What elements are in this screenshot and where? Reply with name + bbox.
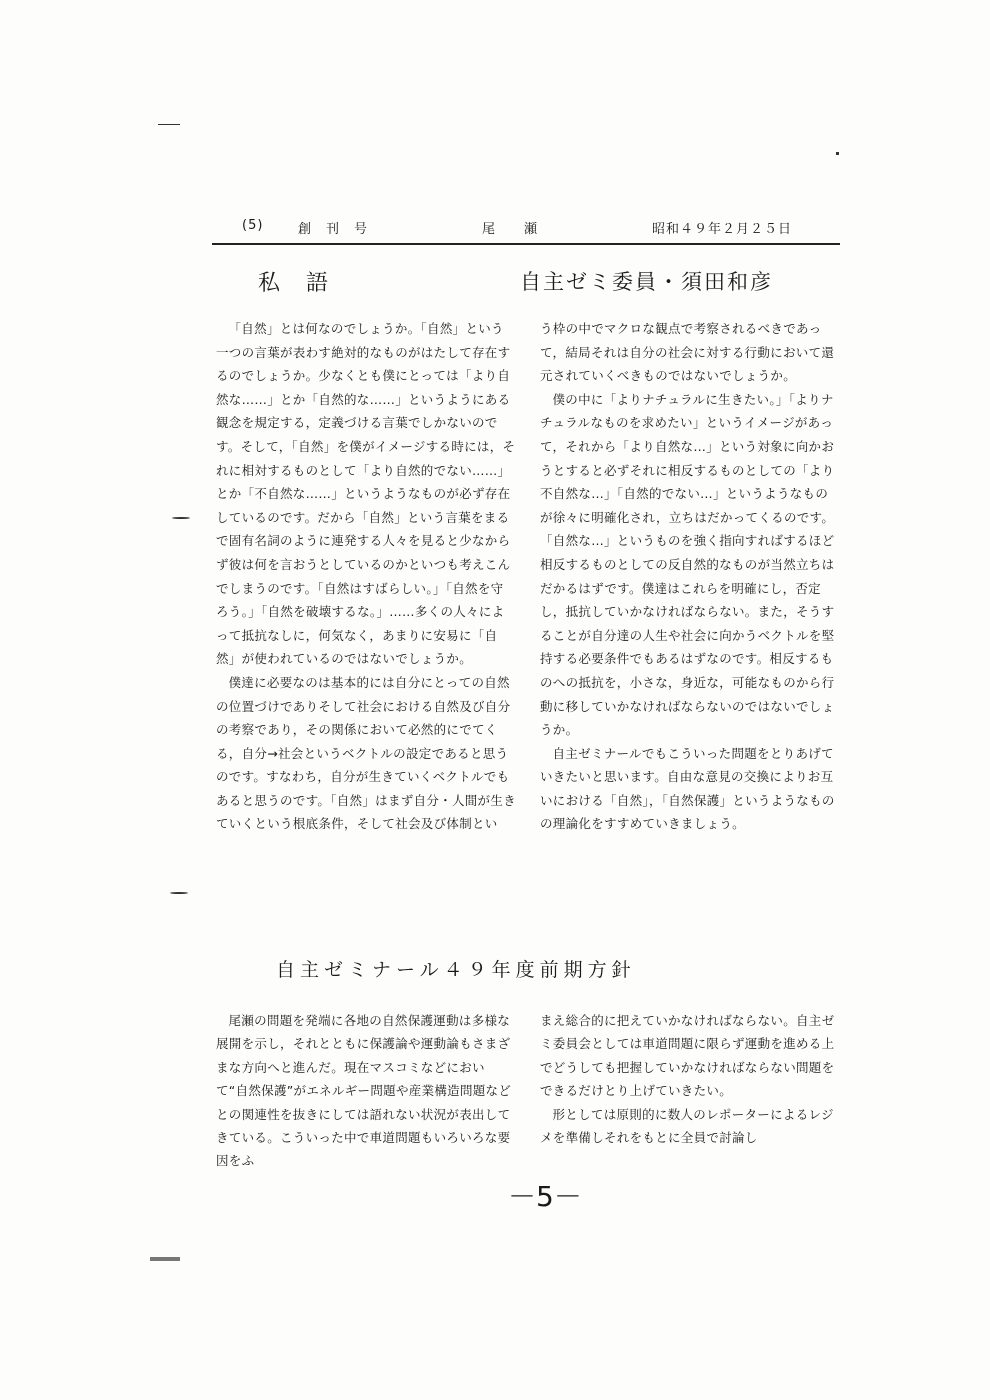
header-rule [212,243,840,245]
scan-mark [172,517,190,519]
article-right-column [540,317,840,836]
paragraph: 「自然」とは何なのでしょうか。「自然」という一つの言葉が表わす絶対的なものがはたして存在するのでしょうか。少なくとも僕にとっては「より自然な……」とか「自然的な……」というようにある観念を規定する，定義づける言葉でしかないのです。そして，「自然」を僕がイメージする時には，それに相対するものとして「より自然的でない……」とか「不自然な……」というようなものが必ず存在しているのです。だから「自然」という言葉をまるで固有名詞のように連発する人々を見ると少なからず彼は何を言おうとしているのかといつも考えこんでしまうのです。「自然はすばらしい。」「自然を守ろう。」「自然を破壊するな。」……多くの人々によって抵抗なしに，何気なく，あまりに安易に「自然」が使われているのではないでしょうか。 [216,321,516,667]
scan-mark [836,152,839,155]
article-byline: 自主ゼミ委員・須田和彦 [520,270,773,294]
policy-right-column [540,1009,840,1149]
page-header [212,218,838,242]
header-issue: 創 刊 号 [298,222,369,237]
article-title: 私語 [258,271,355,296]
header-name: 尾 瀬 [482,222,539,237]
paragraph: う枠の中でマクロな観点で考察されるべきであって，結局それは自分の社会に対する行動において還元されていくべきものではないでしょうか。 [540,321,835,384]
header-date: 昭和４９年２月２５日 [652,222,793,237]
policy-left-column [216,1009,516,1173]
paragraph: 僕の中に「よりナチュラルに生きたい。」「よりナチュラルなものを求めたい」というイメージがあって，それから「より自然な…」という対象に向かおうとすると必ずそれに相反するものとしての「より不自然な…」「自然的でない…」というようなものが徐々に明確化され，立ちはだかってくるのです。「自然な…」というものを強く指向すればするほど相反するものとしての反自然的なものが当然立ちはだかるはずです。僕達はこれらを明確にし，否定し，抵抗していかなければならない。また，そうすることが自分達の人生や社会に向かうベクトルを堅持する必要条件でもあるはずなのです。相反するものへの抵抗を，小さな，身近な，可能なものから行動に移していかなければならないのではないでしょうか。 [540,391,835,738]
paragraph: 自主ゼミナールでもこういった問題をとりあげていきたいと思います。自由な意見の交換によりお互いにおける「自然」，「自然保護」というようなものの理論化をすすめていきましょう。 [540,745,835,832]
scan-mark [158,124,180,125]
paragraph: 形としては原則的に数人のレポーターによるレジメを準備しそれをもとに全員で討論し [540,1106,834,1146]
paragraph: 尾瀬の問題を発端に各地の自然保護運動は多様な展開を示し，それとともに保護論や運動論もさまざまな方向へと進んだ。現在マスコミなどにおいて“自然保護”がエネルギー問題や産業構造問題などとの関連性を抜きにしては語れない状況が表出してきている。こういった中で車道問題もいろいろな要因をふ [216,1013,512,1169]
paragraph: まえ総合的に把えていかなければならない。自主ゼミ委員会としては車道問題に限らず運動を進める上でどうしても把握していかなければならない問題をできるだけとり上げていきたい。 [540,1013,835,1099]
header-page: (5) [242,218,264,233]
policy-title: 自主ゼミナール４９年度前期方針 [276,959,636,981]
scan-mark [170,892,188,894]
article-left-column [216,317,516,836]
scan-mark [150,1257,180,1261]
page-number: －5－ [508,1180,582,1213]
paragraph: 僕達に必要なのは基本的には自分にとっての自然の位置づけでありそして社会における自然及び自分の考察であり，その関係において必然的にでてくる，自分→社会というベクトルの設定であると思うのです。すなわち，自分が生きていくベクトルでもあると思うのです。「自然」はまず自分・人間が生きていくという根底条件，そして社会及び体制とい [216,674,516,832]
